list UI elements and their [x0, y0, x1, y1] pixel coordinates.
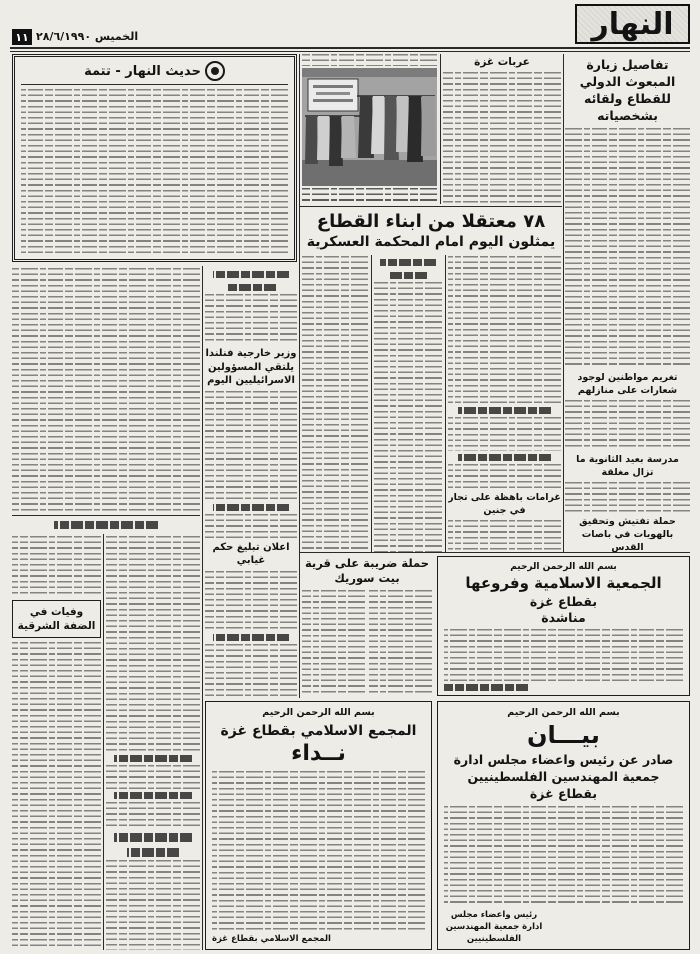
illegible-subhead	[114, 833, 191, 842]
jenin-subhead: غرامات باهظة على تجار في جنين	[448, 492, 561, 516]
illegible-subhead	[213, 634, 288, 641]
deaths-column	[12, 536, 101, 950]
column-rule	[299, 54, 300, 698]
masthead-logo: النهار	[575, 4, 690, 44]
illegible-signature	[444, 684, 528, 691]
islamic-complex-signature: المجمع الاسلامي بقطاع غزة	[212, 934, 331, 944]
illegible-headline	[213, 271, 288, 278]
detainees-column-3	[302, 256, 368, 552]
column-rule	[445, 255, 446, 552]
article-body-text	[443, 72, 561, 204]
islamic-society-label: مناشدة	[541, 610, 586, 625]
article-body-text	[565, 400, 690, 450]
article-body-text	[12, 536, 101, 596]
column-rule	[202, 266, 203, 950]
detainees-headline-line2: يمثلون اليوم امام المحكمة العسكرية	[306, 234, 556, 250]
illegible-subhead	[458, 407, 551, 414]
illegible-subhead	[389, 272, 426, 279]
article-body-text	[565, 128, 690, 368]
section-rule	[300, 206, 562, 207]
illegible-subhead	[114, 755, 191, 762]
article-body-text	[374, 282, 442, 552]
article-body-text	[302, 54, 437, 66]
notice-body-text	[444, 629, 683, 681]
column-rule	[563, 54, 564, 552]
article-body-text	[106, 860, 200, 950]
detainees-column-1	[448, 256, 561, 552]
photo-block	[302, 54, 437, 205]
left-middle-column	[205, 268, 297, 696]
finland-headline: وزير خارجية فنلندا يلتقي المسؤولين الاسرائيليين اليوم	[205, 348, 297, 386]
engineers-statement-line3: بقطاع غزة	[529, 786, 598, 801]
envoy-subhead-school: مدرسة بعيد الثانوية ما تزال مغلقة	[576, 454, 679, 478]
basmala: بسم الله الرحمن الرحيم	[507, 707, 620, 718]
illegible-headline	[54, 521, 157, 529]
article-body-text	[448, 417, 561, 451]
notice-body-text	[444, 806, 683, 905]
engineers-statement-line1: صادر عن رئيس واعضاء مجلس ادارة	[453, 752, 674, 767]
engineers-statement	[437, 701, 690, 950]
islamic-complex-title: المجمع الاسلامي بقطاع غزة	[220, 723, 417, 739]
article-body-text	[12, 268, 200, 513]
court-notice-headline: اعلان تبليغ حكم غيابي	[212, 541, 290, 566]
nahar-talk-header	[21, 61, 288, 85]
detainees-column-2	[374, 256, 442, 552]
article-body-text	[12, 642, 101, 950]
nahar-emblem-icon	[205, 61, 225, 81]
illegible-subhead	[127, 848, 179, 857]
article-body-text	[205, 644, 297, 697]
article-body-text	[448, 256, 561, 404]
tax-article	[302, 556, 432, 696]
column-rule	[103, 534, 104, 950]
article-body-text	[302, 256, 368, 552]
gaza-carts-heading: عربات غزة	[474, 56, 530, 68]
article-body-text	[369, 590, 432, 696]
islamic-society-subtitle: بقطاع غزة	[529, 594, 598, 609]
illegible-subhead	[213, 504, 288, 511]
column-rule	[440, 54, 441, 204]
notice-body-text	[212, 771, 425, 930]
illegible-subhead	[114, 792, 191, 799]
islamic-complex-notice	[205, 701, 432, 950]
deaths-box	[12, 600, 101, 638]
obituaries-column	[106, 536, 200, 950]
engineers-statement-line2: جمعية المهندسين الفلسطينيين	[467, 769, 660, 784]
detainees-headline-line1: ٧٨ معتقلا من ابناء القطاع	[316, 211, 546, 232]
islamic-society-notice	[437, 556, 690, 696]
section-rule	[12, 515, 200, 516]
photo-caption	[302, 188, 437, 205]
islamic-complex-label: نــداء	[291, 741, 346, 766]
left-continuation-column	[12, 268, 200, 513]
column-rule	[371, 255, 372, 552]
article-body-text	[448, 520, 561, 552]
deaths-box-title: وفيات في الضفة الشرقية	[17, 606, 96, 632]
illegible-headline	[226, 284, 277, 291]
masthead-rule	[10, 47, 690, 49]
detainees-headline	[301, 209, 561, 253]
basmala: بسم الله الرحمن الرحيم	[262, 707, 375, 718]
sign-board	[308, 79, 358, 111]
tax-article-body	[302, 590, 432, 696]
islamic-society-title: الجمعية الاسلامية وفروعها	[465, 574, 662, 592]
illegible-subhead	[458, 454, 551, 461]
article-body-text	[21, 89, 288, 255]
illegible-subhead	[380, 259, 436, 266]
left-section-heading	[12, 518, 200, 532]
envoy-headline: تفاصيل زيارة المبعوث الدولي للقطاع ولقائه بشخصياته	[579, 57, 676, 123]
nahar-talk-box	[12, 54, 297, 262]
envoy-article	[565, 56, 690, 552]
exhibition-photo	[302, 68, 437, 186]
issue-date: الخميس ٢٨/٦/١٩٩٠	[36, 30, 139, 43]
nahar-talk-title: حديث النهار - تتمة	[84, 63, 201, 79]
article-body-text	[106, 765, 200, 789]
section-rule	[300, 552, 690, 553]
article-body-text	[205, 514, 297, 538]
article-body-text	[106, 802, 200, 830]
article-body-text	[205, 294, 297, 344]
article-body-text	[106, 536, 200, 752]
article-body-text	[205, 571, 297, 631]
masthead-rule-thin	[10, 51, 690, 52]
article-body-text	[302, 590, 365, 696]
engineers-statement-signature: رئيس واعضاء مجلس ادارة جمعية المهندسين الفلسطينيين	[445, 910, 543, 944]
basmala: بسم الله الرحمن الرحيم	[510, 562, 617, 572]
envoy-subhead-buses: حملة تفتيش وتحقيق بالهويات في باصات القدس	[579, 516, 676, 552]
engineers-statement-label: بيـــان	[527, 721, 600, 749]
page-number: ١١	[12, 29, 32, 45]
article-body-text	[205, 391, 297, 501]
tax-headline: حملة ضريبة على قرية بيت سوريك	[304, 556, 430, 585]
article-body-text	[448, 464, 561, 488]
article-body-text	[565, 482, 690, 512]
gaza-carts-article	[443, 54, 561, 204]
envoy-subhead-slogans: تغريم مواطنين لوجود شعارات على منازلهم	[577, 372, 678, 396]
